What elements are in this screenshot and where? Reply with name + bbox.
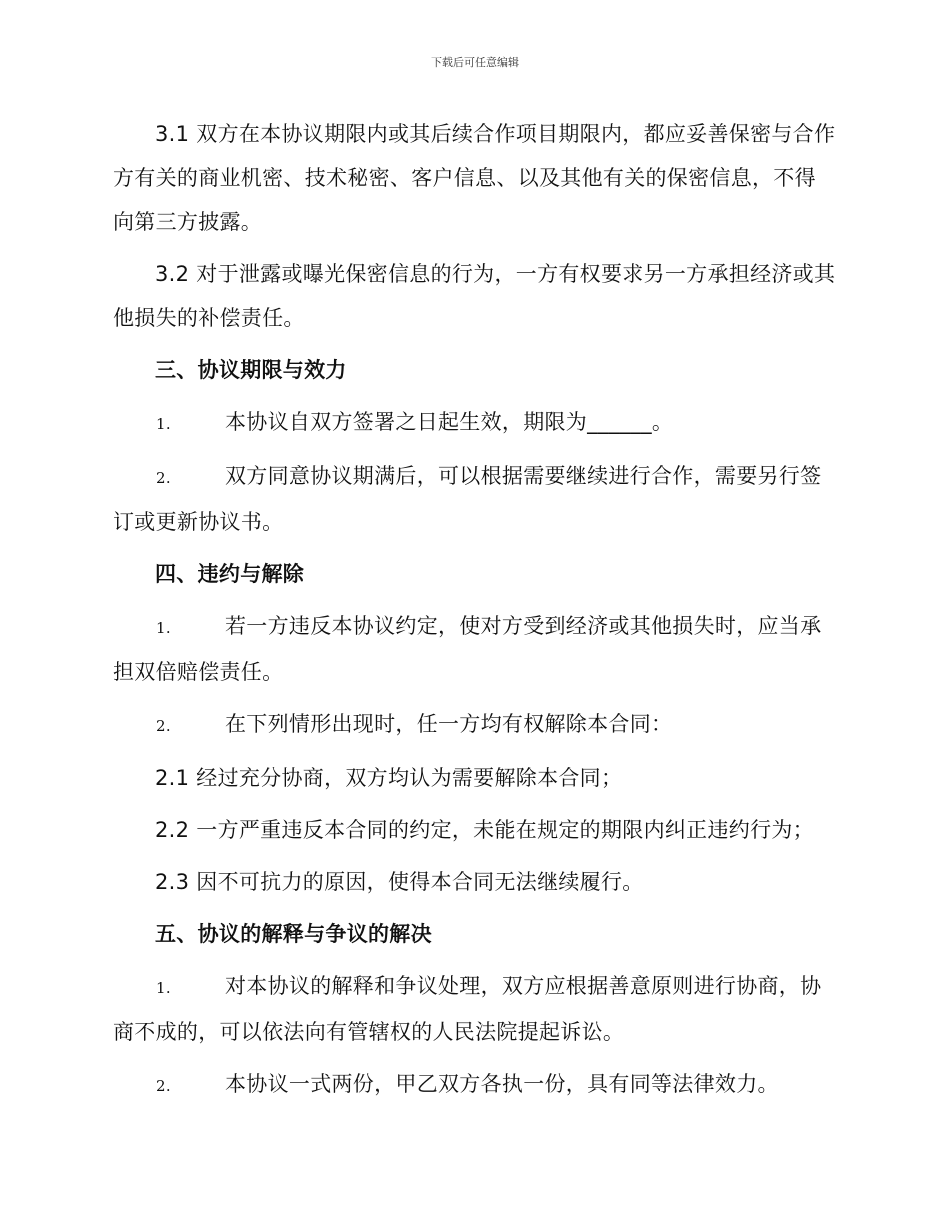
- breach-item-2: [113, 702, 837, 748]
- term-item-2: [113, 454, 837, 544]
- item-text: 本协议一式两份，甲乙双方各执一份，具有同等法律效力。: [225, 1072, 779, 1096]
- clause-3-2: 3.2 对于泄露或曝光保密信息的行为，一方有权要求另一方承担经济或其他损失的补偿责任。: [113, 262, 836, 330]
- section-heading-breach: 四、违约与解除: [155, 562, 305, 586]
- item-text: 对本协议的解释和争议处理，双方应根据善意原则进行协商，协商不成的，可以依法向有管辖权的人民法院提起诉讼。: [113, 974, 822, 1044]
- item-number: 1.: [156, 979, 171, 997]
- item-text: 若一方违反本协议约定，使对方受到经济或其他损失时，应当承担双倍赔偿责任。: [113, 614, 822, 684]
- clause-2-2: 2.2 一方严重违反本合同的约定，未能在规定的期限内纠正违约行为；: [155, 818, 814, 842]
- clause-2-1: 2.1 经过充分协商，双方均认为需要解除本合同；: [155, 766, 623, 790]
- item-number: 2.: [156, 469, 171, 487]
- clause-2-3: 2.3 因不可抗力的原因，使得本合同无法继续履行。: [155, 870, 644, 894]
- item-number: 1.: [156, 415, 171, 433]
- item-text: 双方同意协议期满后，可以根据需要继续进行合作，需要另行签订或更新协议书。: [113, 464, 822, 534]
- item-text: 本协议自双方签署之日起生效，期限为______。: [225, 410, 674, 434]
- document-body: [113, 112, 837, 1116]
- dispute-item-2: [113, 1062, 837, 1108]
- dispute-item-1: [113, 964, 837, 1054]
- item-text: 在下列情形出现时，任一方均有权解除本合同：: [225, 712, 673, 736]
- term-item-1: [113, 400, 837, 446]
- item-number: 2.: [156, 717, 171, 735]
- item-number: 1.: [156, 619, 171, 637]
- breach-item-1: [113, 604, 837, 694]
- section-heading-term: 三、协议期限与效力: [155, 358, 347, 382]
- section-heading-dispute: 五、协议的解释与争议的解决: [155, 922, 432, 946]
- clause-3-1: 3.1 双方在本协议期限内或其后续合作项目期限内，都应妥善保密与合作方有关的商业机密、技术秘密、客户信息、以及其他有关的保密信息，不得向第三方披露。: [113, 122, 836, 234]
- page-header: 下载后可任意编辑: [431, 56, 519, 69]
- item-number: 2.: [156, 1077, 171, 1095]
